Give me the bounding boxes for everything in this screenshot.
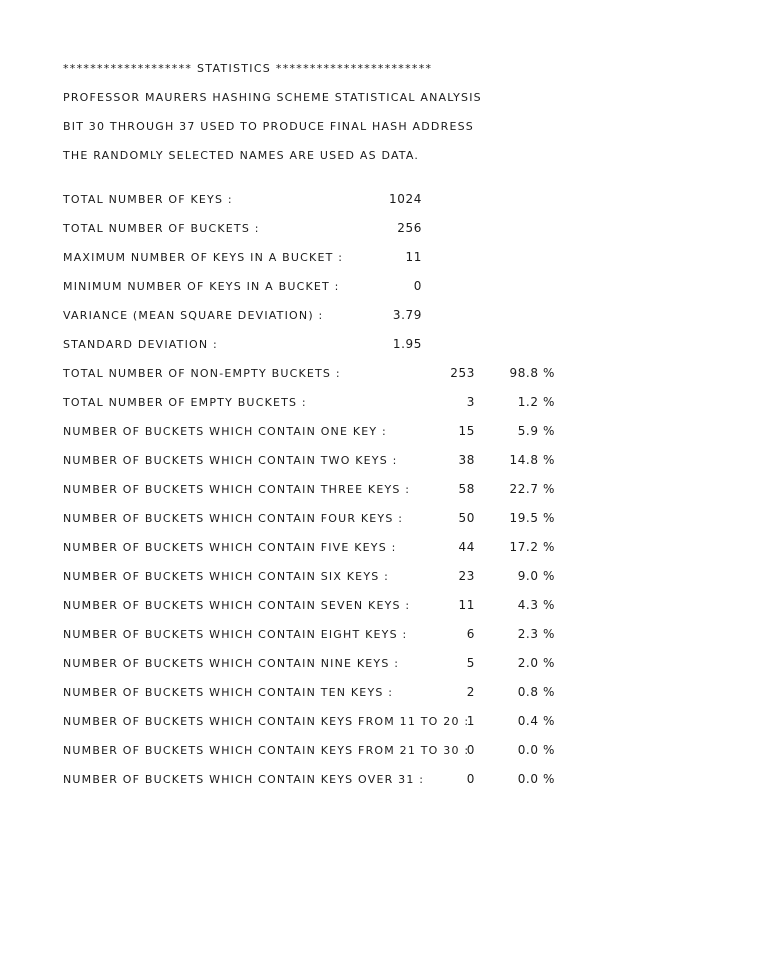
bucket-label: NUMBER OF BUCKETS WHICH CONTAIN SIX KEYS : <box>63 570 390 583</box>
bucket-count: 38 <box>458 453 475 467</box>
summary-value: 0 <box>413 279 422 293</box>
summary-label: VARIANCE (MEAN SQUARE DEVIATION) : <box>63 309 324 322</box>
summary-value: 11 <box>405 250 422 264</box>
bucket-count: 253 <box>450 366 475 380</box>
bucket-label: NUMBER OF BUCKETS WHICH CONTAIN KEYS OVER 31 : <box>63 773 425 786</box>
summary-value: 1.95 <box>392 337 422 351</box>
header-title: STATISTICS <box>197 62 272 75</box>
bucket-count: 1 <box>466 714 475 728</box>
bucket-percent: 1.2 % <box>517 395 555 409</box>
bucket-count: 2 <box>466 685 475 699</box>
header-stars-left: ******************* <box>63 62 193 75</box>
bucket-label: NUMBER OF BUCKETS WHICH CONTAIN TWO KEYS : <box>63 454 398 467</box>
bucket-percent: 22.7 % <box>509 482 555 496</box>
statistics-header <box>63 62 432 76</box>
bucket-percent: 14.8 % <box>509 453 555 467</box>
bucket-label: TOTAL NUMBER OF EMPTY BUCKETS : <box>63 396 307 409</box>
bucket-label: NUMBER OF BUCKETS WHICH CONTAIN FOUR KEYS : <box>63 512 404 525</box>
bucket-label: NUMBER OF BUCKETS WHICH CONTAIN FIVE KEYS : <box>63 541 397 554</box>
bucket-count: 11 <box>458 598 475 612</box>
summary-label: TOTAL NUMBER OF BUCKETS : <box>63 222 260 235</box>
summary-label: MINIMUM NUMBER OF KEYS IN A BUCKET : <box>63 280 340 293</box>
bucket-label: NUMBER OF BUCKETS WHICH CONTAIN THREE KEYS : <box>63 483 411 496</box>
bucket-label: NUMBER OF BUCKETS WHICH CONTAIN SEVEN KEYS : <box>63 599 411 612</box>
summary-label: STANDARD DEVIATION : <box>63 338 218 351</box>
bucket-count: 0 <box>466 772 475 786</box>
bucket-percent: 9.0 % <box>517 569 555 583</box>
bucket-percent: 2.0 % <box>517 656 555 670</box>
bucket-label: NUMBER OF BUCKETS WHICH CONTAIN EIGHT KEYS : <box>63 628 408 641</box>
summary-value: 256 <box>397 221 422 235</box>
bucket-label: NUMBER OF BUCKETS WHICH CONTAIN KEYS FROM 11 TO 20 : <box>63 715 470 728</box>
bucket-count: 5 <box>466 656 475 670</box>
bucket-percent: 17.2 % <box>509 540 555 554</box>
bucket-percent: 0.0 % <box>517 772 555 786</box>
bucket-count: 23 <box>458 569 475 583</box>
bucket-label: NUMBER OF BUCKETS WHICH CONTAIN ONE KEY : <box>63 425 387 438</box>
bucket-percent: 2.3 % <box>517 627 555 641</box>
bucket-count: 3 <box>466 395 475 409</box>
header-stars-right: *********************** <box>275 62 433 75</box>
bucket-count: 58 <box>458 482 475 496</box>
summary-value: 3.79 <box>392 308 422 322</box>
bucket-percent: 4.3 % <box>517 598 555 612</box>
bucket-count: 0 <box>466 743 475 757</box>
bucket-count: 15 <box>458 424 475 438</box>
bucket-label: TOTAL NUMBER OF NON-EMPTY BUCKETS : <box>63 367 341 380</box>
summary-label: TOTAL NUMBER OF KEYS : <box>63 193 233 206</box>
summary-value: 1024 <box>389 192 422 206</box>
bucket-percent: 0.8 % <box>517 685 555 699</box>
bucket-percent: 5.9 % <box>517 424 555 438</box>
intro-line-3: THE RANDOMLY SELECTED NAMES ARE USED AS DATA. <box>63 149 420 162</box>
intro-line-1: PROFESSOR MAURERS HASHING SCHEME STATISTICAL ANALYSIS <box>63 91 482 104</box>
bucket-count: 50 <box>458 511 475 525</box>
bucket-percent: 19.5 % <box>509 511 555 525</box>
bucket-percent: 0.4 % <box>517 714 555 728</box>
bucket-count: 44 <box>458 540 475 554</box>
bucket-label: NUMBER OF BUCKETS WHICH CONTAIN KEYS FROM 21 TO 30 : <box>63 744 470 757</box>
bucket-percent: 0.0 % <box>517 743 555 757</box>
summary-label: MAXIMUM NUMBER OF KEYS IN A BUCKET : <box>63 251 344 264</box>
bucket-count: 6 <box>466 627 475 641</box>
bucket-label: NUMBER OF BUCKETS WHICH CONTAIN NINE KEYS : <box>63 657 400 670</box>
intro-line-2: BIT 30 THROUGH 37 USED TO PRODUCE FINAL HASH ADDRESS <box>63 120 474 133</box>
bucket-percent: 98.8 % <box>509 366 555 380</box>
bucket-label: NUMBER OF BUCKETS WHICH CONTAIN TEN KEYS : <box>63 686 394 699</box>
